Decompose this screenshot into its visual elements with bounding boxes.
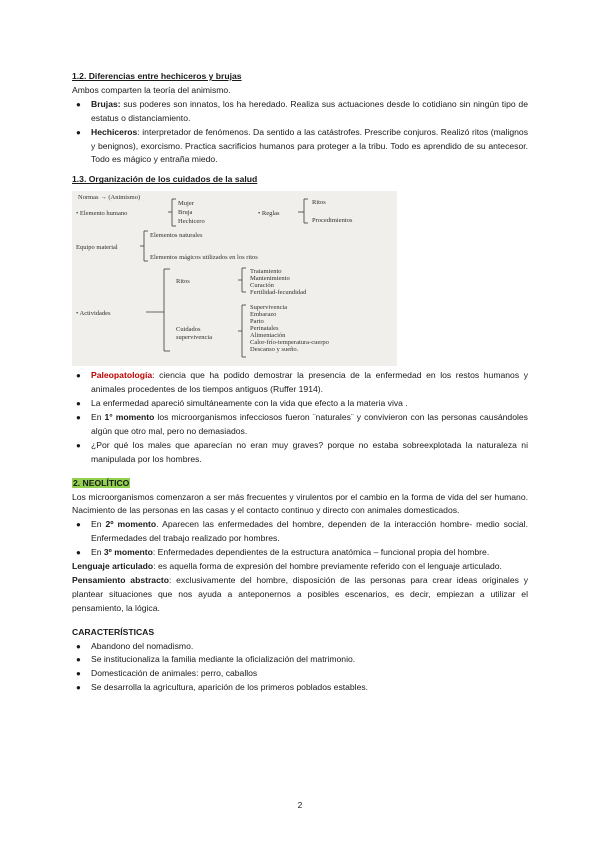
list-item: ● Abandono del nomadismo. <box>72 640 528 654</box>
page-number: 2 <box>297 800 303 810</box>
bullet-list-caracteristicas <box>72 640 528 696</box>
bullet-list-brujas-hechiceros <box>72 98 528 168</box>
diagram-label: Ritos <box>312 199 326 207</box>
diagram-label: Bruja <box>178 209 193 217</box>
list-item: ● Domesticación de animales: perro, caballos <box>72 667 528 681</box>
diagram-label: Cuidados <box>176 326 201 334</box>
diagram-label: Procedimientos <box>312 217 353 225</box>
scanned-organization-diagram <box>72 191 397 366</box>
section-heading-caracteristicas: CARACTERÍSTICAS <box>72 626 155 637</box>
bullet-icon: ● <box>76 412 81 422</box>
paragraph-neolitico-intro: Los microorganismos comenzaron a ser más frecuentes y virulentos por el cambio en la forma de vida del ser humano. Nacimiento de las personas en las casas y el contacto continuo y directo con animales domesticados. <box>72 491 528 516</box>
bullet-icon: ● <box>76 548 81 558</box>
bullet-icon: ● <box>76 641 81 651</box>
diagram-label: Embarazo <box>250 311 277 319</box>
list-item: ● Hechiceros: interpretador de fenómenos. Da sentido a las catástrofes. Prescribe conjuros. Realizó ritos (malignos y benignos), exorcismo. Practica sacrificios humanos para proteger a la tribu. Todo es aprendido de su antecesor. Todo es mágico y entraña miedo. <box>76 126 528 165</box>
diagram-label: Perinatales <box>250 325 279 333</box>
diagram-drawing <box>72 191 397 366</box>
list-item: ● En 1° momento los microorganismos infecciosos fueron ¨naturales¨ y convivieron con las personas causándoles algún que otro mal, pero no demasiados. <box>76 411 528 436</box>
list-item: ● Brujas: sus poderes son innatos, los ha heredado. Realiza sus actuaciones desde lo cotidiano sin ningún tipo de estatus o distanciamiento. <box>76 98 528 123</box>
section-heading-1-2: 1.2. Diferencias entre hechiceros y brujas <box>72 71 242 81</box>
diagram-label: Calor-frío-temperatura-cuerpo <box>250 339 329 347</box>
diagram-label: Mujer <box>178 200 194 208</box>
diagram-label: Tratamiento <box>250 268 282 276</box>
diagram-label: supervivencia <box>176 334 213 342</box>
diagram-label: Curación <box>250 282 274 290</box>
section-heading-neolitico: 2. NEOLÍTICO <box>73 477 130 488</box>
diagram-label: Parto <box>250 318 264 326</box>
diagram-label: Mantenimiento <box>250 275 290 283</box>
diagram-label: Hechicero <box>178 218 205 226</box>
bullet-icon: ● <box>76 127 81 137</box>
diagram-label: Ritos <box>176 278 190 286</box>
list-item: ● La enfermedad apareció simultáneamente con la vida que efecto a la materia viva . <box>72 397 528 411</box>
bullet-icon: ● <box>76 669 81 679</box>
list-item: ● Paleopatología: ciencia que ha podido demostrar la presencia de la enfermedad en los restos humanos y animales procedentes de los tiempos antiguos (Ruffer 1914). <box>76 370 528 395</box>
paragraph-lenguaje: Lenguaje articulado: es aquella forma de expresión del hombre previamente referido con el lenguaje articulado. <box>72 561 502 572</box>
list-item: ● En 2º momento. Aparecen las enfermedades del hombre, dependen de la interacción hombre- medio social. Enfermedades del trabajo realizado por hombres. <box>76 519 528 544</box>
diagram-label: Descanso y sueño. <box>250 346 299 354</box>
diagram-label: • Elemento humano <box>76 210 128 218</box>
bullet-icon: ● <box>76 371 81 381</box>
bullet-icon: ● <box>76 520 81 530</box>
bullet-icon: ● <box>76 440 81 450</box>
list-item: ● En 3º momento: Enfermedades dependientes de la estructura anatómica – funcional propia del hombre. <box>72 546 528 560</box>
bullet-icon: ● <box>76 655 81 665</box>
list-item: ● Se desarrolla la agricultura, aparición de los primeros poblados estables. <box>72 681 528 695</box>
bullet-list-paleopatologia <box>72 369 528 466</box>
diagram-label: Alimentación <box>250 332 286 340</box>
diagram-label: Elementos naturales <box>150 232 203 240</box>
bullet-icon: ● <box>76 99 81 109</box>
document-body <box>72 70 528 695</box>
paragraph-animismo: Ambos comparten la teoría del animismo. <box>72 84 231 95</box>
diagram-label: Elementos mágicos utilizados en los ritos <box>150 254 258 262</box>
diagram-label: Normas → (Animismo) <box>78 194 141 202</box>
bullet-icon: ● <box>76 683 81 693</box>
diagram-label: Fertilidad-fecundidad <box>250 289 307 297</box>
list-item: ● Se institucionaliza la familia mediante la oficialización del matrimonio. <box>72 653 528 667</box>
bullet-list-momentos <box>72 518 528 560</box>
list-item: ● ¿Por qué los males que aparecían no eran muy graves? porque no estaba sobreexplotada la naturaleza ni manipulada por los hombres. <box>76 439 528 464</box>
diagram-label: • Actividades <box>76 310 111 318</box>
diagram-label: Supervivencia <box>250 304 288 312</box>
paragraph-pensamiento: Pensamiento abstracto: exclusivamente del hombre, disposición de las personas para crear ideas originales y plantear situaciones que nos ayuda a anteponernos a posibles escenarios, es decir, empiezan a utilizar el pensamiento, la lógica. <box>72 574 528 613</box>
section-heading-1-3: 1.3. Organización de los cuidados de la salud <box>72 174 258 185</box>
bullet-icon: ● <box>76 399 81 409</box>
diagram-label: Equipo material <box>76 244 118 252</box>
diagram-label: • Reglas <box>258 210 280 218</box>
